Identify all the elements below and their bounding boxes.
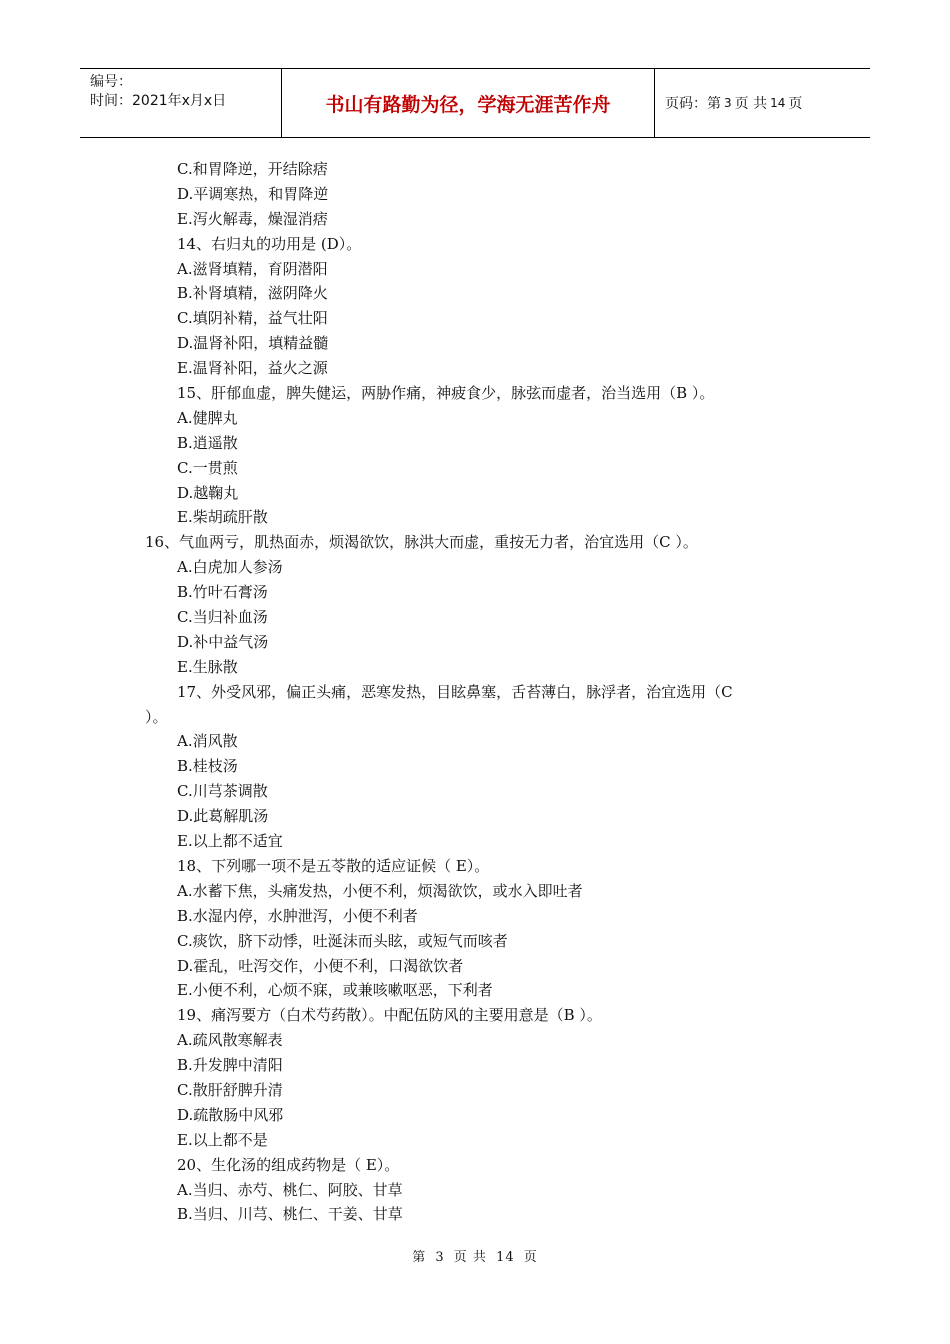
text-line: A.消风散	[177, 732, 238, 751]
document-number-label: 编号：	[90, 74, 132, 90]
text-line: E.温肾补阳，益火之源	[177, 359, 328, 378]
text-line: C.当归补血汤	[177, 608, 268, 627]
text-line: A.水蓄下焦，头痛发热，小便不利，烦渴欲饮，或水入即吐者	[177, 881, 583, 900]
text-line: E.以上都不是	[177, 1130, 268, 1149]
text-line: 19、痛泻要方（白术芍药散）。中配伍防风的主要用意是（B ）。	[177, 1006, 602, 1025]
text-line: B.补肾填精，滋阴降火	[177, 284, 328, 303]
text-line: 20、生化汤的组成药物是（ E）。	[177, 1155, 400, 1174]
text-line: D.霍乱，吐泻交作，小便不利，口渴欲饮者	[177, 956, 464, 975]
text-line: B.桂枝汤	[177, 757, 238, 776]
footer-prefix: 第	[412, 1250, 427, 1265]
text-line: 18、下列哪一项不是五苓散的适应证候（ E）。	[177, 856, 490, 875]
header-page-suffix: 页	[788, 96, 803, 112]
text-line: C.川芎茶调散	[177, 782, 268, 801]
header-motto: 书山有路勤为径，学海无涯苦作舟	[282, 69, 655, 137]
text-line: D.温肾补阳，填精益髓	[177, 334, 329, 353]
text-line: A.当归、赤芍、桃仁、阿胶、甘草	[177, 1180, 403, 1199]
text-line: C.填阴补精，益气壮阳	[177, 309, 328, 328]
text-line: A.疏风散寒解表	[177, 1031, 283, 1050]
text-line: D.疏散肠中风邪	[177, 1105, 284, 1124]
header-page-total: 14	[770, 96, 786, 110]
document-body	[0, 157, 950, 1227]
text-line: B.升发脾中清阳	[177, 1056, 283, 1075]
text-line: E.生脉散	[177, 657, 238, 676]
footer-page-total: 14	[496, 1250, 515, 1265]
text-line: C.和胃降逆，开结除痞	[177, 160, 328, 178]
document-time: 时间：2021年x月x日	[90, 93, 227, 109]
header-page-mid: 页 共	[734, 96, 768, 112]
text-line: ）。	[145, 707, 168, 726]
text-line: B.竹叶石膏汤	[177, 583, 268, 602]
text-line: C.痰饮，脐下动悸，吐涎沫而头眩，或短气而咳者	[177, 931, 508, 950]
text-line: A.健脾丸	[177, 408, 238, 427]
footer-page-number: 3	[435, 1250, 445, 1265]
page-footer	[0, 1246, 950, 1265]
header-page-prefix: 页码：第	[665, 96, 721, 112]
text-line: 14、右归丸的功用是 (D）。	[177, 234, 362, 253]
text-line: E.小便不利，心烦不寐，或兼咳嗽呕恶，下利者	[177, 981, 493, 1000]
text-line: A.滋肾填精，育阴潜阳	[177, 259, 328, 278]
text-line: B.水湿内停，水肿泄泻，小便不利者	[177, 906, 418, 925]
text-line: D.越鞠丸	[177, 483, 239, 502]
footer-suffix: 页	[523, 1250, 538, 1265]
text-line: E.柴胡疏肝散	[177, 508, 268, 527]
text-line: 16、气血两亏，肌热面赤，烦渴欲饮，脉洪大而虚，重按无力者，治宜选用（C ）。	[145, 533, 698, 552]
text-line: D.补中益气汤	[177, 632, 269, 651]
text-line: E.以上都不适宜	[177, 832, 283, 851]
text-line: 15、肝郁血虚，脾失健运，两胁作痛，神疲食少，脉弦而虚者，治当选用（B ）。	[177, 384, 715, 403]
header-page-number: 3	[724, 96, 732, 110]
text-line: C.散肝舒脾升清	[177, 1080, 283, 1099]
header-meta	[80, 69, 282, 137]
text-line: A.白虎加人参汤	[177, 558, 283, 577]
footer-mid: 页 共	[453, 1250, 487, 1265]
text-line: D.此葛解肌汤	[177, 807, 269, 826]
text-line: D.平调寒热，和胃降逆	[177, 184, 329, 203]
text-line: E.泻火解毒，燥湿消痞	[177, 209, 328, 228]
text-line: B.逍遥散	[177, 433, 238, 452]
text-line: 17、外受风邪，偏正头痛，恶寒发热，目眩鼻塞，舌苔薄白，脉浮者，治宜选用（C	[177, 682, 733, 701]
header-page-info	[655, 69, 870, 137]
text-line: B.当归、川芎、桃仁、干姜、甘草	[177, 1205, 403, 1224]
text-line: C.一贯煎	[177, 458, 238, 477]
page-header	[80, 68, 870, 138]
